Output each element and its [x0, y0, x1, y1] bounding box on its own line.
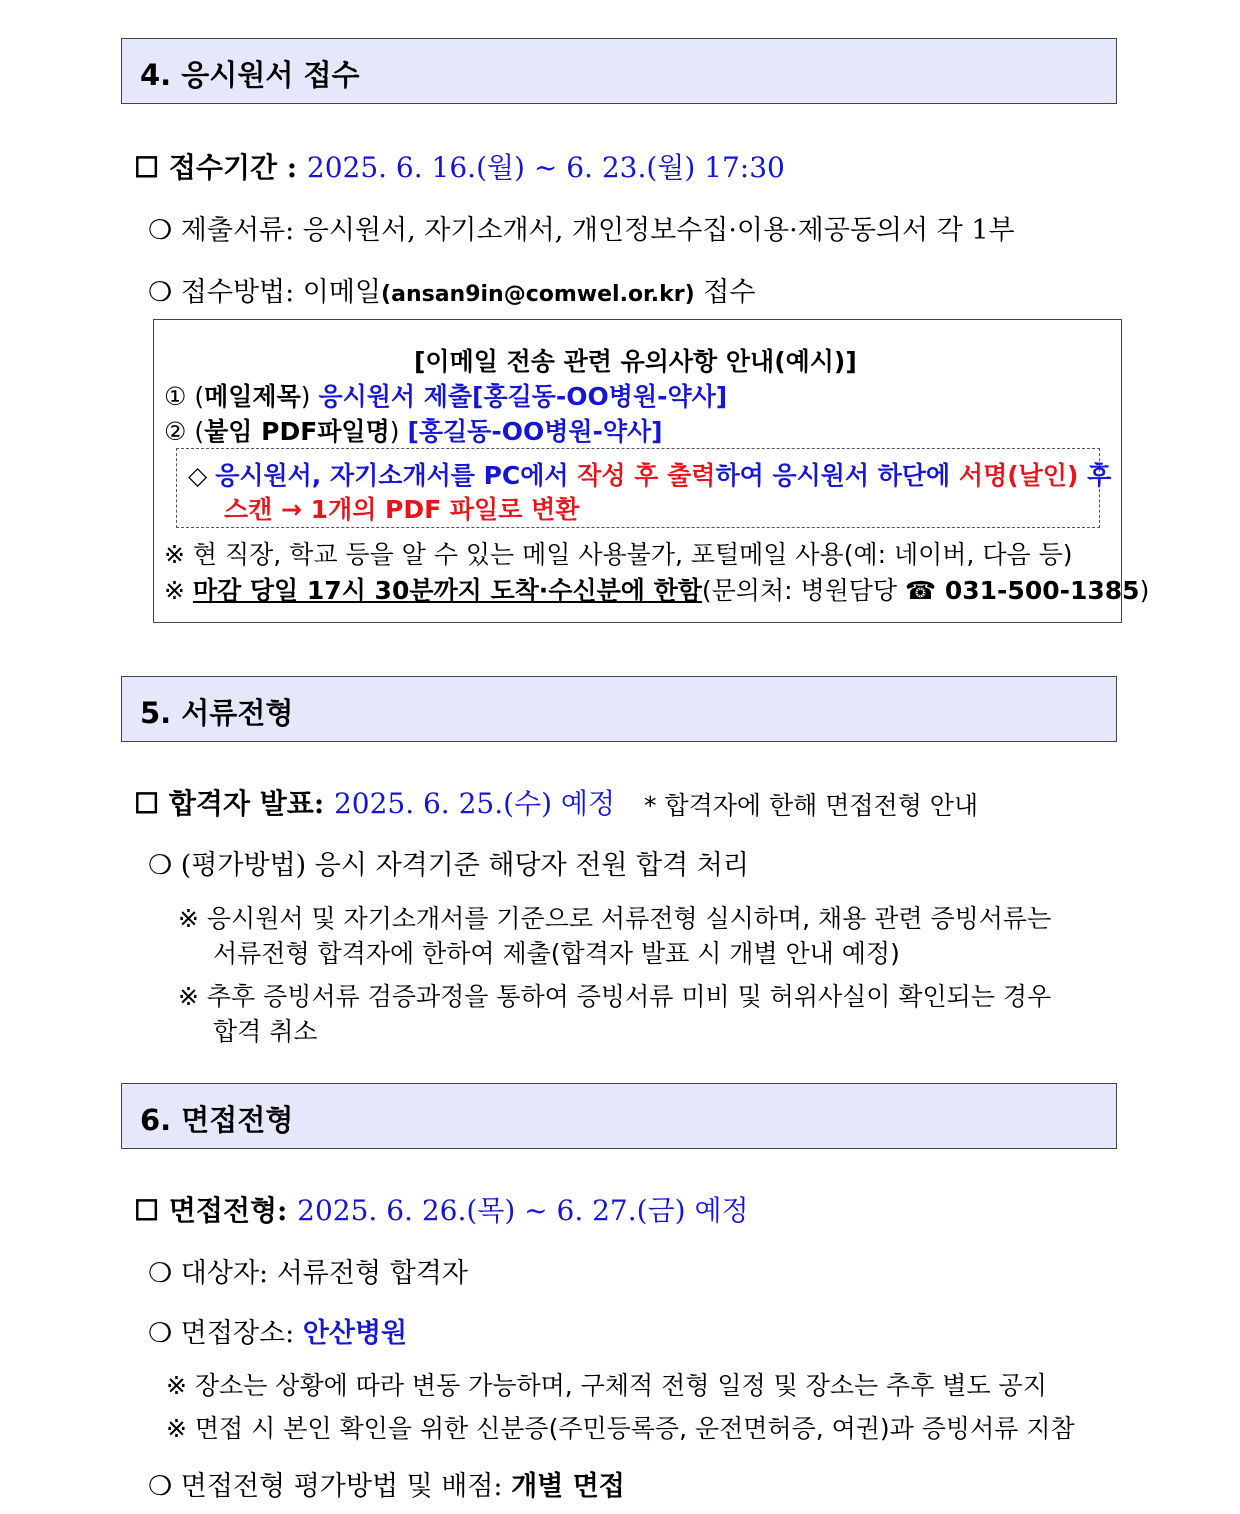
notice-l2-value: [홍길동-OO병원-약사]	[407, 417, 663, 446]
sec5-note-1-line-1: ※ 응시원서 및 자기소개서를 기준으로 서류전형 실시하며, 채용 관련 증빙서류는	[178, 904, 1052, 933]
sec5-note-2-line-2: 합격 취소	[213, 1017, 318, 1046]
pdf-instr-e: 후	[1078, 461, 1112, 490]
pdf-instruction-line-2: 스캔 → 1개의 PDF 파일로 변환	[224, 495, 580, 524]
announcement-value: 2025. 6. 25.(수) 예정	[333, 787, 616, 820]
notice-l2-close: )	[389, 417, 408, 446]
notice-l1-label: 메일제목	[204, 382, 301, 411]
sec5-note-1-line-2: 서류전형 합격자에 한하여 제출(합격자 발표 시 개별 안내 예정)	[213, 939, 900, 968]
method-prefix: ❍ 접수방법: 이메일	[148, 277, 382, 308]
docs-line: ❍ 제출서류: 응시원서, 자기소개서, 개인정보수집·이용·제공동의서 각 1부	[148, 215, 1015, 246]
place-line	[148, 1311, 407, 1350]
pdf-instr-b: 작성 후 출력	[577, 461, 716, 490]
notice-note-1: ※ 현 직장, 학교 등을 알 수 있는 메일 사용불가, 포털메일 사용(예: 네이버, 다음 등)	[164, 540, 1073, 569]
method-email: (ansan9in@comwel.or.kr)	[381, 282, 695, 307]
deadline-text: 마감 당일 17시 30분까지 도착·수신분에 한함	[192, 576, 702, 605]
announcement-label: ☐ 합격자 발표:	[134, 787, 334, 820]
notice-note-2	[164, 571, 1149, 607]
notice-l1-value: 응시원서 제출[홍길동-OO병원-약사]	[318, 382, 728, 411]
section-5-header	[121, 676, 1117, 742]
notice-title: [이메일 전송 관련 유의사항 안내(예시)]	[414, 347, 857, 376]
interview-value: 2025. 6. 26.(목) ~ 6. 27.(금) 예정	[297, 1194, 749, 1227]
section-6-title: 6. 면접전형	[140, 1103, 294, 1137]
note2-end: )	[1139, 576, 1150, 605]
period-label: ☐ 접수기간 :	[134, 151, 307, 184]
note2-mark: ※	[164, 576, 193, 605]
announcement-line	[134, 782, 615, 822]
inquiry-text: (문의처: 병원담당	[701, 576, 906, 605]
notice-l2-label: 붙임 PDF파일명	[204, 417, 390, 446]
pdf-instr-c: 하여 응시원서 하단에	[715, 461, 959, 490]
eval-line	[148, 1464, 625, 1503]
phone-number: ☎ 031-500-1385	[905, 576, 1140, 605]
notice-l1-close: )	[300, 382, 319, 411]
notice-l1-num: ① (	[164, 382, 205, 411]
pdf-instr-d: 서명(날인)	[958, 461, 1079, 490]
section-4-header	[121, 38, 1117, 104]
sec5-note-2-line-1: ※ 추후 증빙서류 검증과정을 통하여 증빙서류 미비 및 허위사실이 확인되는 경우	[178, 982, 1052, 1011]
eval-method-line: ❍ (평가방법) 응시 자격기준 해당자 전원 합격 처리	[148, 850, 749, 881]
sec6-note-1: ※ 장소는 상황에 따라 변동 가능하며, 구체적 전형 일정 및 장소는 추후 별도 공지	[166, 1371, 1047, 1400]
pdf-instr-a: 응시원서, 자기소개서를 PC에서	[215, 461, 578, 490]
sec6-note-2: ※ 면접 시 본인 확인을 위한 신분증(주민등록증, 운전면허증, 여권)과 증빙서류 지참	[166, 1414, 1075, 1443]
method-line	[148, 270, 755, 309]
period-value: 2025. 6. 16.(월) ~ 6. 23.(월) 17:30	[306, 151, 785, 184]
pdf-instruction-line-1	[188, 456, 1111, 492]
method-suffix: 접수	[694, 277, 756, 308]
period-line	[134, 146, 785, 186]
announcement-note: * 합격자에 한해 면접전형 안내	[644, 791, 979, 820]
notice-l2-num: ② (	[164, 417, 205, 446]
eval-value: 개별 면접	[511, 1471, 625, 1502]
section-6-header	[121, 1083, 1117, 1149]
place-value: 안산병원	[302, 1318, 408, 1349]
target-line: ❍ 대상자: 서류전형 합격자	[148, 1258, 468, 1289]
place-label: ❍ 면접장소:	[148, 1318, 303, 1349]
interview-label: ☐ 면접전형:	[134, 1194, 298, 1227]
eval-label: ❍ 면접전형 평가방법 및 배점:	[148, 1471, 512, 1502]
interview-line	[134, 1189, 749, 1229]
notice-line-2	[164, 412, 663, 448]
diamond-icon: ◇	[188, 461, 216, 490]
section-5-title: 5. 서류전형	[140, 696, 294, 730]
notice-line-1	[164, 377, 727, 413]
section-4-title: 4. 응시원서 접수	[140, 58, 360, 92]
